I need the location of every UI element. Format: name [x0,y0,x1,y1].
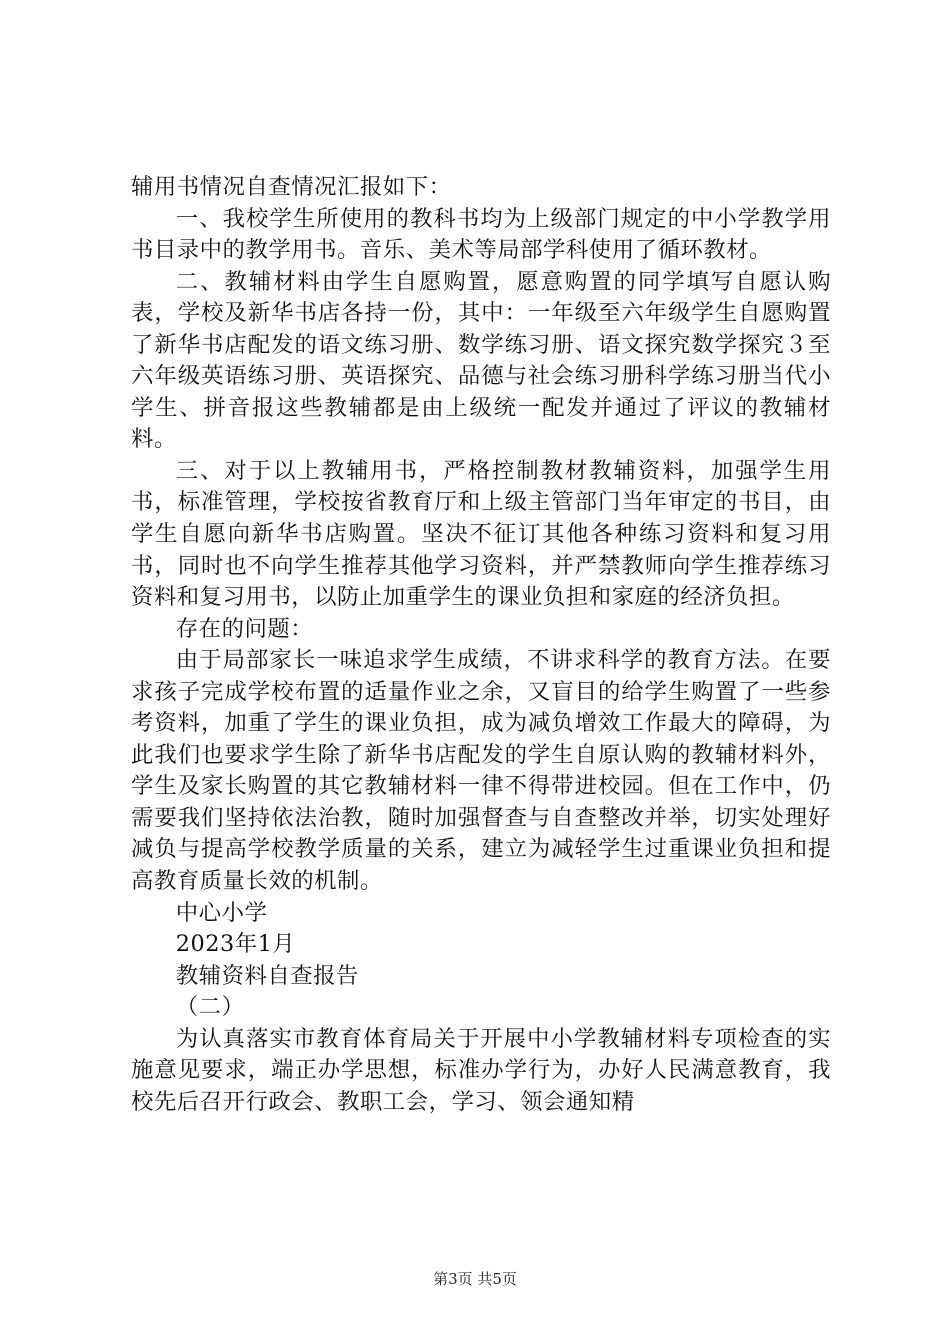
signature-school: 中心小学 [175,899,268,926]
report-title: 教辅资料自查报告 [175,962,359,989]
paragraph-item-3: 三、对于以上教辅用书，严格控制教材教辅资料，加强学生用书，标准管理，学校按省教育厅和上级主管部门当年审定的书目，由学生自愿向新华书店购置。坚决不征订其他各种练习资料和复习用书，同时也不向学生推荐其他学习资料，并严禁教师向学生推荐练习资料和复习用书，以防止加重学生的课业负担和家庭的经济负担。 [131,457,831,611]
document-body [131,172,831,1118]
section-heading-problems: 存在的问题： [175,615,314,642]
signature-date: 2023年1月 [175,931,296,958]
report-subtitle: （二） [175,994,245,1021]
paragraph-item-2: 二、教辅材料由学生自愿购置，愿意购置的同学填写自愿认购表，学校及新华书店各持一份，其中：一年级至六年级学生自愿购置了新华书店配发的语文练习册、数学练习册、语文探究数学探究３至六年级英语练习册、英语探究、品德与社会练习册科学练习册当代小学生、拼音报这些教辅都是由上级统一配发并通过了评议的教辅材料。 [131,268,831,453]
page-footer: 第3页 共5页 [433,1270,517,1288]
paragraph-intro: 辅用书情况自查情况汇报如下： [131,174,452,200]
paragraph-problems: 由于局部家长一味追求学生成绩，不讲求科学的教育方法。在要求孩子完成学校布置的适量作业之余，又盲目的给学生购置了一些参考资料，加重了学生的课业负担，成为减负增效工作最大的障碍，为此我们也要求学生除了新华书店配发的学生自原认购的教辅材料外，学生及家长购置的其它教辅材料一律不得带进校园。但在工作中，仍需要我们坚持依法治教，随时加强督查与自查整改并举，切实处理好减负与提高学校教学质量的关系，建立为减轻学生过重课业负担和提高教育质量长效的机制。 [131,647,831,895]
paragraph-item-1: 一、我校学生所使用的教科书均为上级部门规定的中小学教学用书目录中的教学用书。音乐、美术等局部学科使用了循环教材。 [131,205,831,264]
paragraph-report-intro: 为认真落实市教育体育局关于开展中小学教辅材料专项检查的实施意见要求，端正办学思想，标准办学行为，办好人民满意教育，我校先后召开行政会、教职工会，学习、领会通知精 [131,1025,831,1115]
